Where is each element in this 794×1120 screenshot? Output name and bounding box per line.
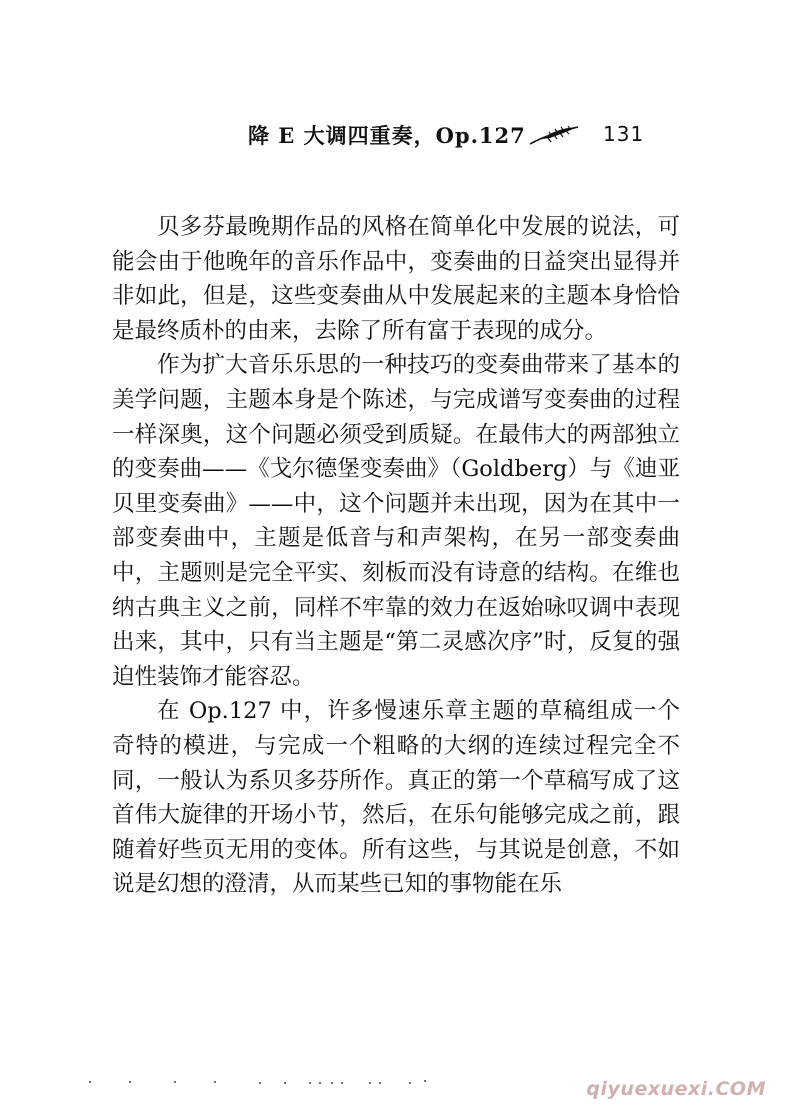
scan-noise <box>80 1074 500 1088</box>
paragraph-2: 作为扩大音乐乐思的一种技巧的变奏曲带来了基本的美学问题，主题本身是个陈述，与完成谱写变奏曲的过程一样深奥，这个问题必须受到质疑。在最伟大的两部独立的变奏曲——《戈尔德堡变奏曲》（Goldberg）与《迪亚贝里变奏曲》——中，这个问题并未出现，因为在其中一部变奏曲中，主题是低音与和声架构，在另一部变奏曲中，主题则是完全平实、刻板而没有诗意的结构。在维也纳古典主义之前，同样不牢靠的效力在返始咏叹调中表现出来，其中，只有当主题是“第二灵感次序”时，反复的强迫性装饰才能容忍。 <box>112 352 680 690</box>
paragraph-3: 在 Op.127 中，许多慢速乐章主题的草稿组成一个奇特的模进，与完成一个粗略的大纲的连续过程完全不同，一般认为系贝多芬所作。真正的第一个草稿写成了这首伟大旋律的开场小节，然后，在乐句能够完成之前，跟随着好些页无用的变体。所有这些，与其说是创意，不如说是幻想的澄清，从而某些已知的事物能在乐 <box>112 698 680 898</box>
page-number: 131 <box>603 122 645 146</box>
watermark: qiyuexuexi.COM <box>586 1078 766 1100</box>
paragraph-1: 贝多芬最晚期作品的风格在简单化中发展的说法，可能会由于他晚年的音乐作品中，变奏曲的日益突出显得并非如此，但是，这些变奏曲从中发展起来的主题本身恰恰是最终质朴的由来，去除了所有富于表现的成分。 <box>112 214 680 344</box>
body-text <box>112 210 680 902</box>
quill-feather-icon <box>528 124 580 146</box>
running-title: 降 E 大调四重奏，Op.127 <box>248 123 526 148</box>
page-header <box>248 118 668 158</box>
